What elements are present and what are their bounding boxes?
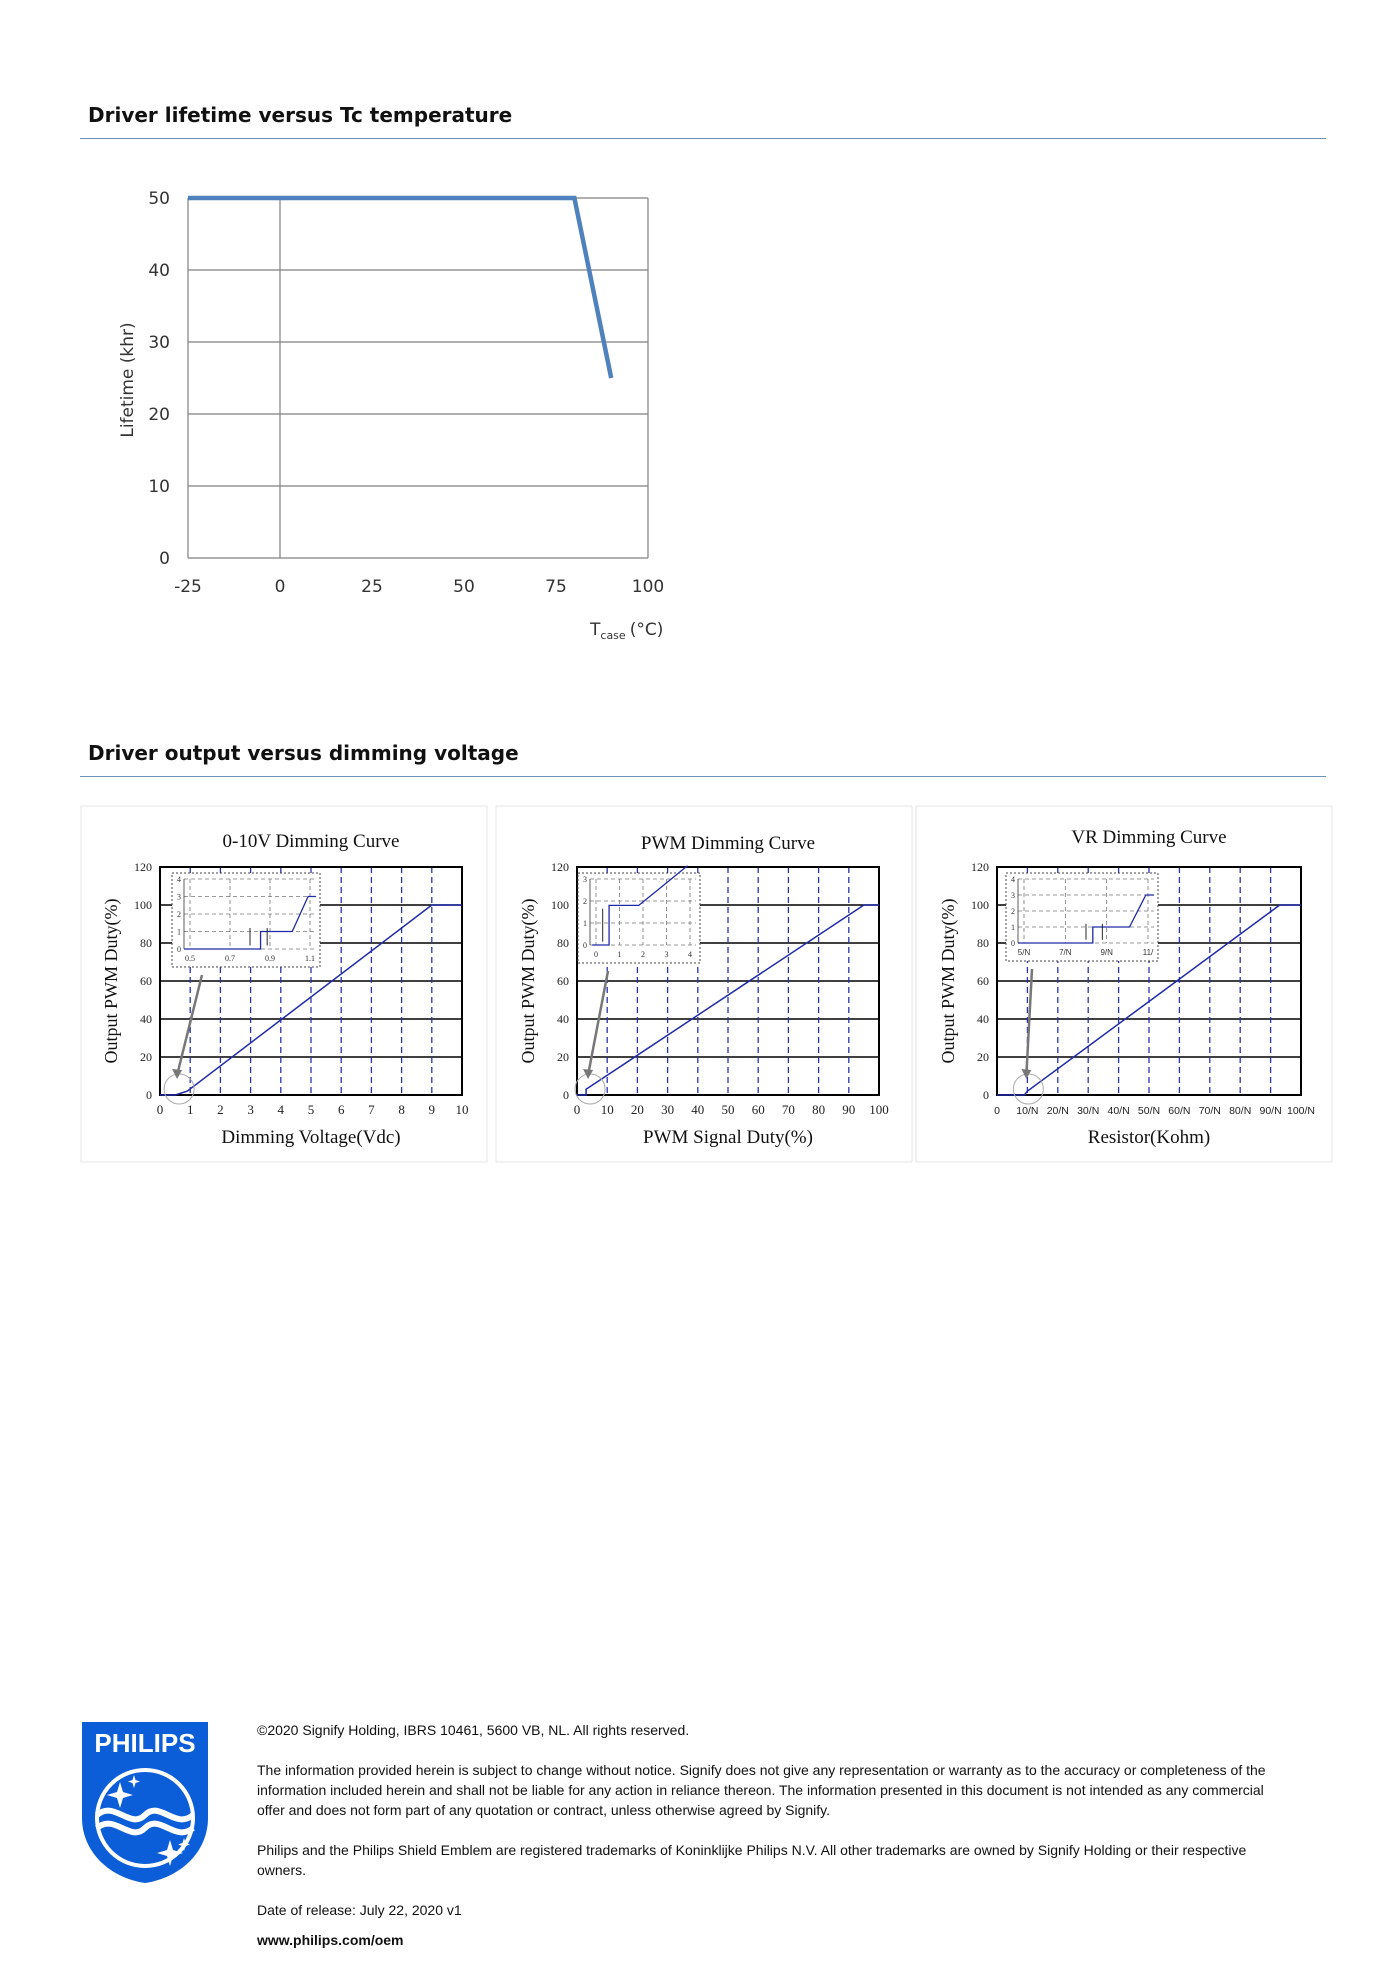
y-axis-label: Output PWM Duty(%) bbox=[938, 898, 958, 1064]
inset-x-tick: 3 bbox=[664, 950, 669, 959]
trademark-text: Philips and the Philips Shield Emblem are registered trademarks of Koninklijke Philips N.V. All other trademarks are owned by Signify Holding or their respective owners. bbox=[257, 1842, 1247, 1878]
inset-y-tick: 2 bbox=[583, 897, 587, 906]
x-axis-label: PWM Signal Duty(%) bbox=[643, 1127, 813, 1148]
copyright-text: ©2020 Signify Holding, IBRS 10461, 5600 VB, NL. All rights reserved. bbox=[257, 1722, 690, 1738]
x-tick-label: 50 bbox=[721, 1102, 735, 1117]
inset-x-tick: 1.1 bbox=[305, 954, 315, 963]
x-tick-label: 100 bbox=[869, 1102, 889, 1117]
inset-x-tick: 11/ bbox=[1142, 948, 1154, 957]
website-link[interactable]: www.philips.com/oem bbox=[257, 1932, 404, 1948]
inset-y-tick: 4 bbox=[1011, 875, 1015, 884]
inset-x-tick: 0 bbox=[594, 950, 598, 959]
lifetime-series-line bbox=[188, 198, 611, 378]
lifetime-y-axis-label: Lifetime (khr) bbox=[118, 322, 138, 438]
x-tick-label: 5 bbox=[307, 1102, 315, 1117]
footer-text-block bbox=[257, 1720, 1287, 1950]
x-tick-label: 30 bbox=[661, 1102, 675, 1117]
inset-x-tick: 7/N bbox=[1059, 948, 1072, 957]
x-tick-label: 4 bbox=[277, 1102, 285, 1117]
y-axis-label: Output PWM Duty(%) bbox=[518, 898, 538, 1064]
inset-y-tick: 1 bbox=[1011, 923, 1015, 932]
x-tick-label: 40/N bbox=[1107, 1105, 1130, 1117]
x-tick-label: 90 bbox=[842, 1102, 856, 1117]
y-tick-label: 20 bbox=[140, 1050, 152, 1064]
inset-x-tick: 0.5 bbox=[185, 954, 195, 963]
x-tick-label: 25 bbox=[361, 577, 383, 597]
y-tick-label: 80 bbox=[557, 936, 569, 950]
x-tick-label: 100 bbox=[631, 577, 665, 597]
y-tick-label: 80 bbox=[977, 936, 989, 950]
inset-y-tick: 0 bbox=[177, 945, 181, 954]
release-date: Date of release: July 22, 2020 v1 bbox=[257, 1902, 462, 1918]
philips-logo-text: PHILIPS bbox=[94, 1728, 196, 1758]
inset-x-tick: 4 bbox=[688, 950, 692, 959]
inset-y-tick: 4 bbox=[177, 875, 181, 884]
y-tick-label: 80 bbox=[140, 936, 152, 950]
section-divider bbox=[80, 776, 1326, 777]
x-tick-label: 30/N bbox=[1077, 1105, 1100, 1117]
dimming-section-title: Driver output versus dimming voltage bbox=[88, 741, 519, 765]
y-tick-label: 0 bbox=[159, 549, 170, 569]
y-tick-label: 120 bbox=[971, 860, 989, 874]
x-tick-label: 0 bbox=[573, 1102, 581, 1117]
x-tick-label: 100/N bbox=[1286, 1105, 1316, 1117]
y-tick-label: 120 bbox=[551, 860, 569, 874]
x-tick-label: 60 bbox=[751, 1102, 765, 1117]
x-tick-label: -25 bbox=[174, 577, 202, 597]
x-axis-label: Dimming Voltage(Vdc) bbox=[221, 1127, 401, 1148]
x-tick-label: 60/N bbox=[1168, 1105, 1191, 1117]
y-tick-label: 60 bbox=[140, 974, 152, 988]
x-tick-label: 6 bbox=[337, 1102, 345, 1117]
inset-y-tick: 1 bbox=[583, 919, 587, 928]
x-tick-label: 75 bbox=[545, 577, 567, 597]
x-tick-label: 8 bbox=[398, 1102, 405, 1117]
x-tick-label: 10 bbox=[600, 1102, 614, 1117]
x-tick-label: 50 bbox=[453, 577, 475, 597]
inset-y-tick: 0 bbox=[583, 941, 587, 950]
lifetime-x-axis-label: $T_{case}$ (°C) bbox=[590, 620, 664, 642]
x-tick-label: 7 bbox=[368, 1102, 375, 1117]
chart-title: 0-10V Dimming Curve bbox=[222, 831, 400, 852]
dimming-chart-0-10v bbox=[80, 805, 490, 1165]
inset-y-tick: 3 bbox=[177, 892, 181, 902]
inset-y-tick: 2 bbox=[1011, 907, 1015, 916]
x-tick-label: 70/N bbox=[1198, 1105, 1221, 1117]
x-tick-label: 70 bbox=[781, 1102, 795, 1117]
disclaimer-text: The information provided herein is subject to change without notice. Signify does not give any representation or warranty as to the accuracy or completeness of the information included herein and shall not be liable for any action in reliance thereon. The information presented in this document is not intended as any commercial offer and does not form part of any quotation or contract, unless otherwise agreed by Signify. bbox=[257, 1762, 1266, 1818]
inset-y-tick: 3 bbox=[583, 875, 587, 884]
y-tick-label: 60 bbox=[557, 974, 569, 988]
inset-y-tick: 2 bbox=[177, 910, 181, 919]
x-tick-label: 80 bbox=[812, 1102, 826, 1117]
y-tick-label: 120 bbox=[134, 860, 152, 874]
zoom-inset bbox=[578, 866, 700, 963]
y-tick-label: 40 bbox=[148, 261, 170, 281]
y-tick-label: 0 bbox=[563, 1088, 569, 1102]
x-tick-label: 90/N bbox=[1259, 1105, 1282, 1117]
inset-x-tick: 0.7 bbox=[225, 954, 235, 963]
x-tick-label: 2 bbox=[217, 1102, 224, 1117]
y-tick-label: 10 bbox=[148, 477, 170, 497]
y-tick-label: 30 bbox=[148, 333, 170, 353]
x-tick-label: 10 bbox=[455, 1102, 469, 1117]
x-tick-label: 40 bbox=[691, 1102, 705, 1117]
dimming-chart-pwm bbox=[495, 805, 915, 1165]
inset-y-tick: 0 bbox=[1011, 939, 1015, 948]
y-tick-label: 20 bbox=[148, 405, 170, 425]
philips-logo bbox=[80, 1720, 210, 1890]
inset-x-tick: 2 bbox=[641, 950, 645, 959]
y-tick-label: 100 bbox=[971, 898, 989, 912]
x-tick-label: 50/N bbox=[1137, 1105, 1161, 1117]
x-tick-label: 20/N bbox=[1046, 1105, 1069, 1117]
y-tick-label: 40 bbox=[140, 1012, 152, 1026]
zoom-inset bbox=[1006, 873, 1158, 961]
y-tick-label: 0 bbox=[146, 1088, 152, 1102]
lifetime-chart bbox=[100, 180, 700, 650]
inset-y-tick: 3 bbox=[1011, 891, 1015, 900]
x-axis-label: Resistor(Kohm) bbox=[1087, 1127, 1211, 1148]
y-tick-label: 60 bbox=[977, 974, 989, 988]
x-tick-label: 0 bbox=[274, 577, 286, 597]
x-tick-label: 20 bbox=[630, 1102, 644, 1117]
x-tick-label: 9 bbox=[428, 1102, 436, 1117]
x-tick-label: 0 bbox=[994, 1105, 1000, 1117]
y-tick-label: 40 bbox=[557, 1012, 569, 1026]
y-tick-label: 100 bbox=[134, 898, 152, 912]
lifetime-section-title: Driver lifetime versus Tc temperature bbox=[88, 103, 513, 127]
section-divider bbox=[80, 138, 1326, 139]
inset-x-tick: 5/N bbox=[1017, 948, 1031, 957]
inset-x-tick: 0.9 bbox=[265, 954, 275, 963]
y-tick-label: 20 bbox=[977, 1050, 989, 1064]
x-tick-label: 1 bbox=[186, 1102, 194, 1117]
y-tick-label: 40 bbox=[977, 1012, 989, 1026]
y-tick-label: 0 bbox=[983, 1088, 989, 1102]
x-tick-label: 3 bbox=[247, 1102, 254, 1117]
y-axis-label: Output PWM Duty(%) bbox=[101, 898, 121, 1064]
chart-title: VR Dimming Curve bbox=[1071, 827, 1227, 848]
x-tick-label: 80/N bbox=[1229, 1105, 1252, 1117]
y-tick-label: 50 bbox=[148, 189, 170, 209]
zoom-inset bbox=[172, 873, 320, 967]
inset-x-tick: 1 bbox=[617, 950, 622, 959]
y-tick-label: 20 bbox=[557, 1050, 569, 1064]
x-tick-label: 0 bbox=[156, 1102, 164, 1117]
inset-y-tick: 1 bbox=[177, 927, 181, 937]
inset-x-tick: 9/N bbox=[1100, 948, 1113, 957]
dimming-chart-vr bbox=[915, 805, 1335, 1165]
y-tick-label: 100 bbox=[551, 898, 569, 912]
chart-title: PWM Dimming Curve bbox=[640, 833, 816, 854]
x-tick-label: 10/N bbox=[1016, 1105, 1039, 1117]
